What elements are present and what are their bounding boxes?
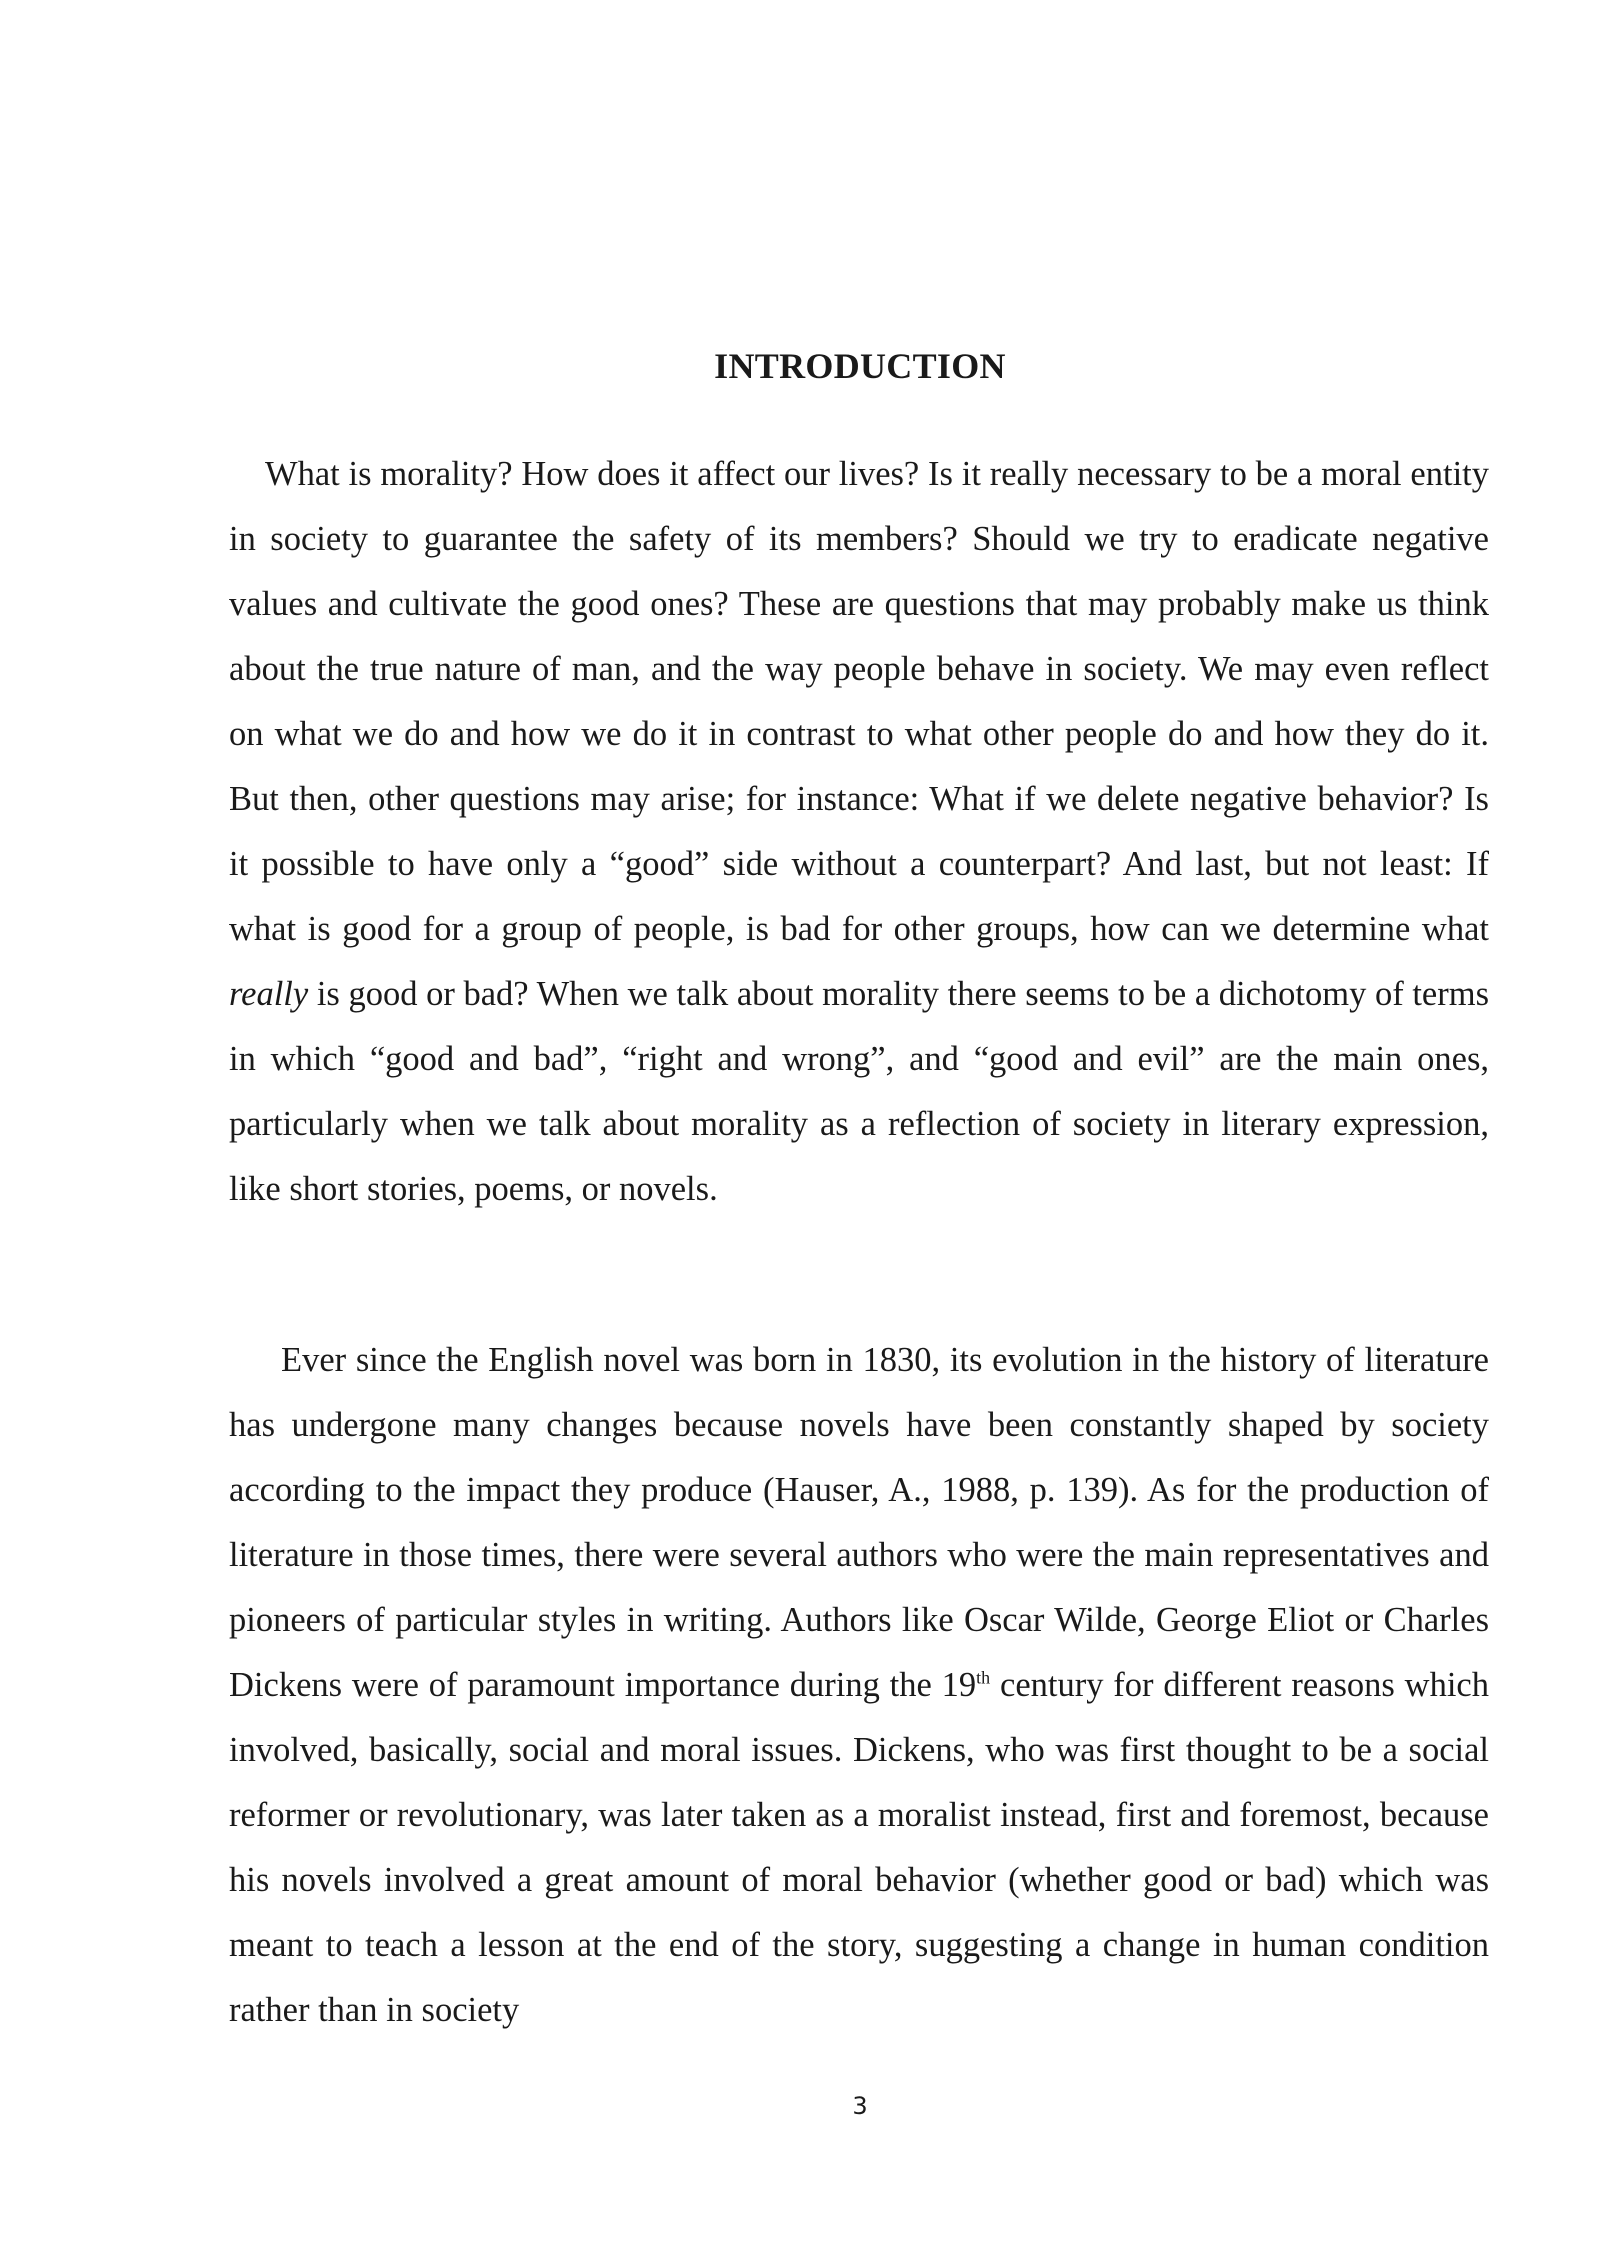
section-heading: INTRODUCTION (714, 346, 1006, 386)
paragraph-2-text-end: century for different reasons which involved, basically, social and moral issues. Dickens, who was first thought to be a social reformer or revolutionary, was later taken as a moralist instead, first and foremost, because his novels involved a great amount of moral behavior (whether good or bad) which was meant to teach a lesson at the end of the story, suggesting a change in human condition rather than in society (229, 1666, 1489, 2029)
paragraph-1-emphasis: really (229, 975, 309, 1013)
paragraph-1-text-start: What is morality? How does it affect our lives? Is it really necessary to be a moral entity in society to guarantee the safety of its members? Should we try to eradicate negative values and cultivate the good ones? These are questions that may probably make us think about the true nature of man, and the way people behave in society. We may even reflect on what we do and how we do it in contrast to what other people do and how they do it. But then, other questions may arise; for instance: What if we delete negative behavior? Is it possible to have only a “good” side without a counterpart? And last, but not least: If what is good for a group of people, is bad for other groups, how can we determine what (229, 455, 1489, 948)
paragraph-2 (229, 1328, 1489, 2043)
paragraph-1 (229, 442, 1489, 1222)
paragraph-1-text-end: is good or bad? When we talk about morality there seems to be a dichotomy of terms in which “good and bad”, “right and wrong”, and “good and evil” are the main ones, particularly when we talk about morality as a reflection of society in literary expression, like short stories, poems, or novels. (229, 975, 1489, 1208)
ordinal-superscript: th (976, 1667, 991, 1688)
page-number: 3 (852, 2092, 868, 2120)
paragraph-2-text-start: Ever since the English novel was born in 1830, its evolution in the history of literature has undergone many changes because novels have been constantly shaped by society according to the impact they produce (Hauser, A., 1988, p. 139). As for the production of literature in those times, there were several authors who were the main representatives and pioneers of particular styles in writing. Authors like Oscar Wilde, George Eliot or Charles Dickens were of paramount importance during the 19 (229, 1341, 1489, 1704)
